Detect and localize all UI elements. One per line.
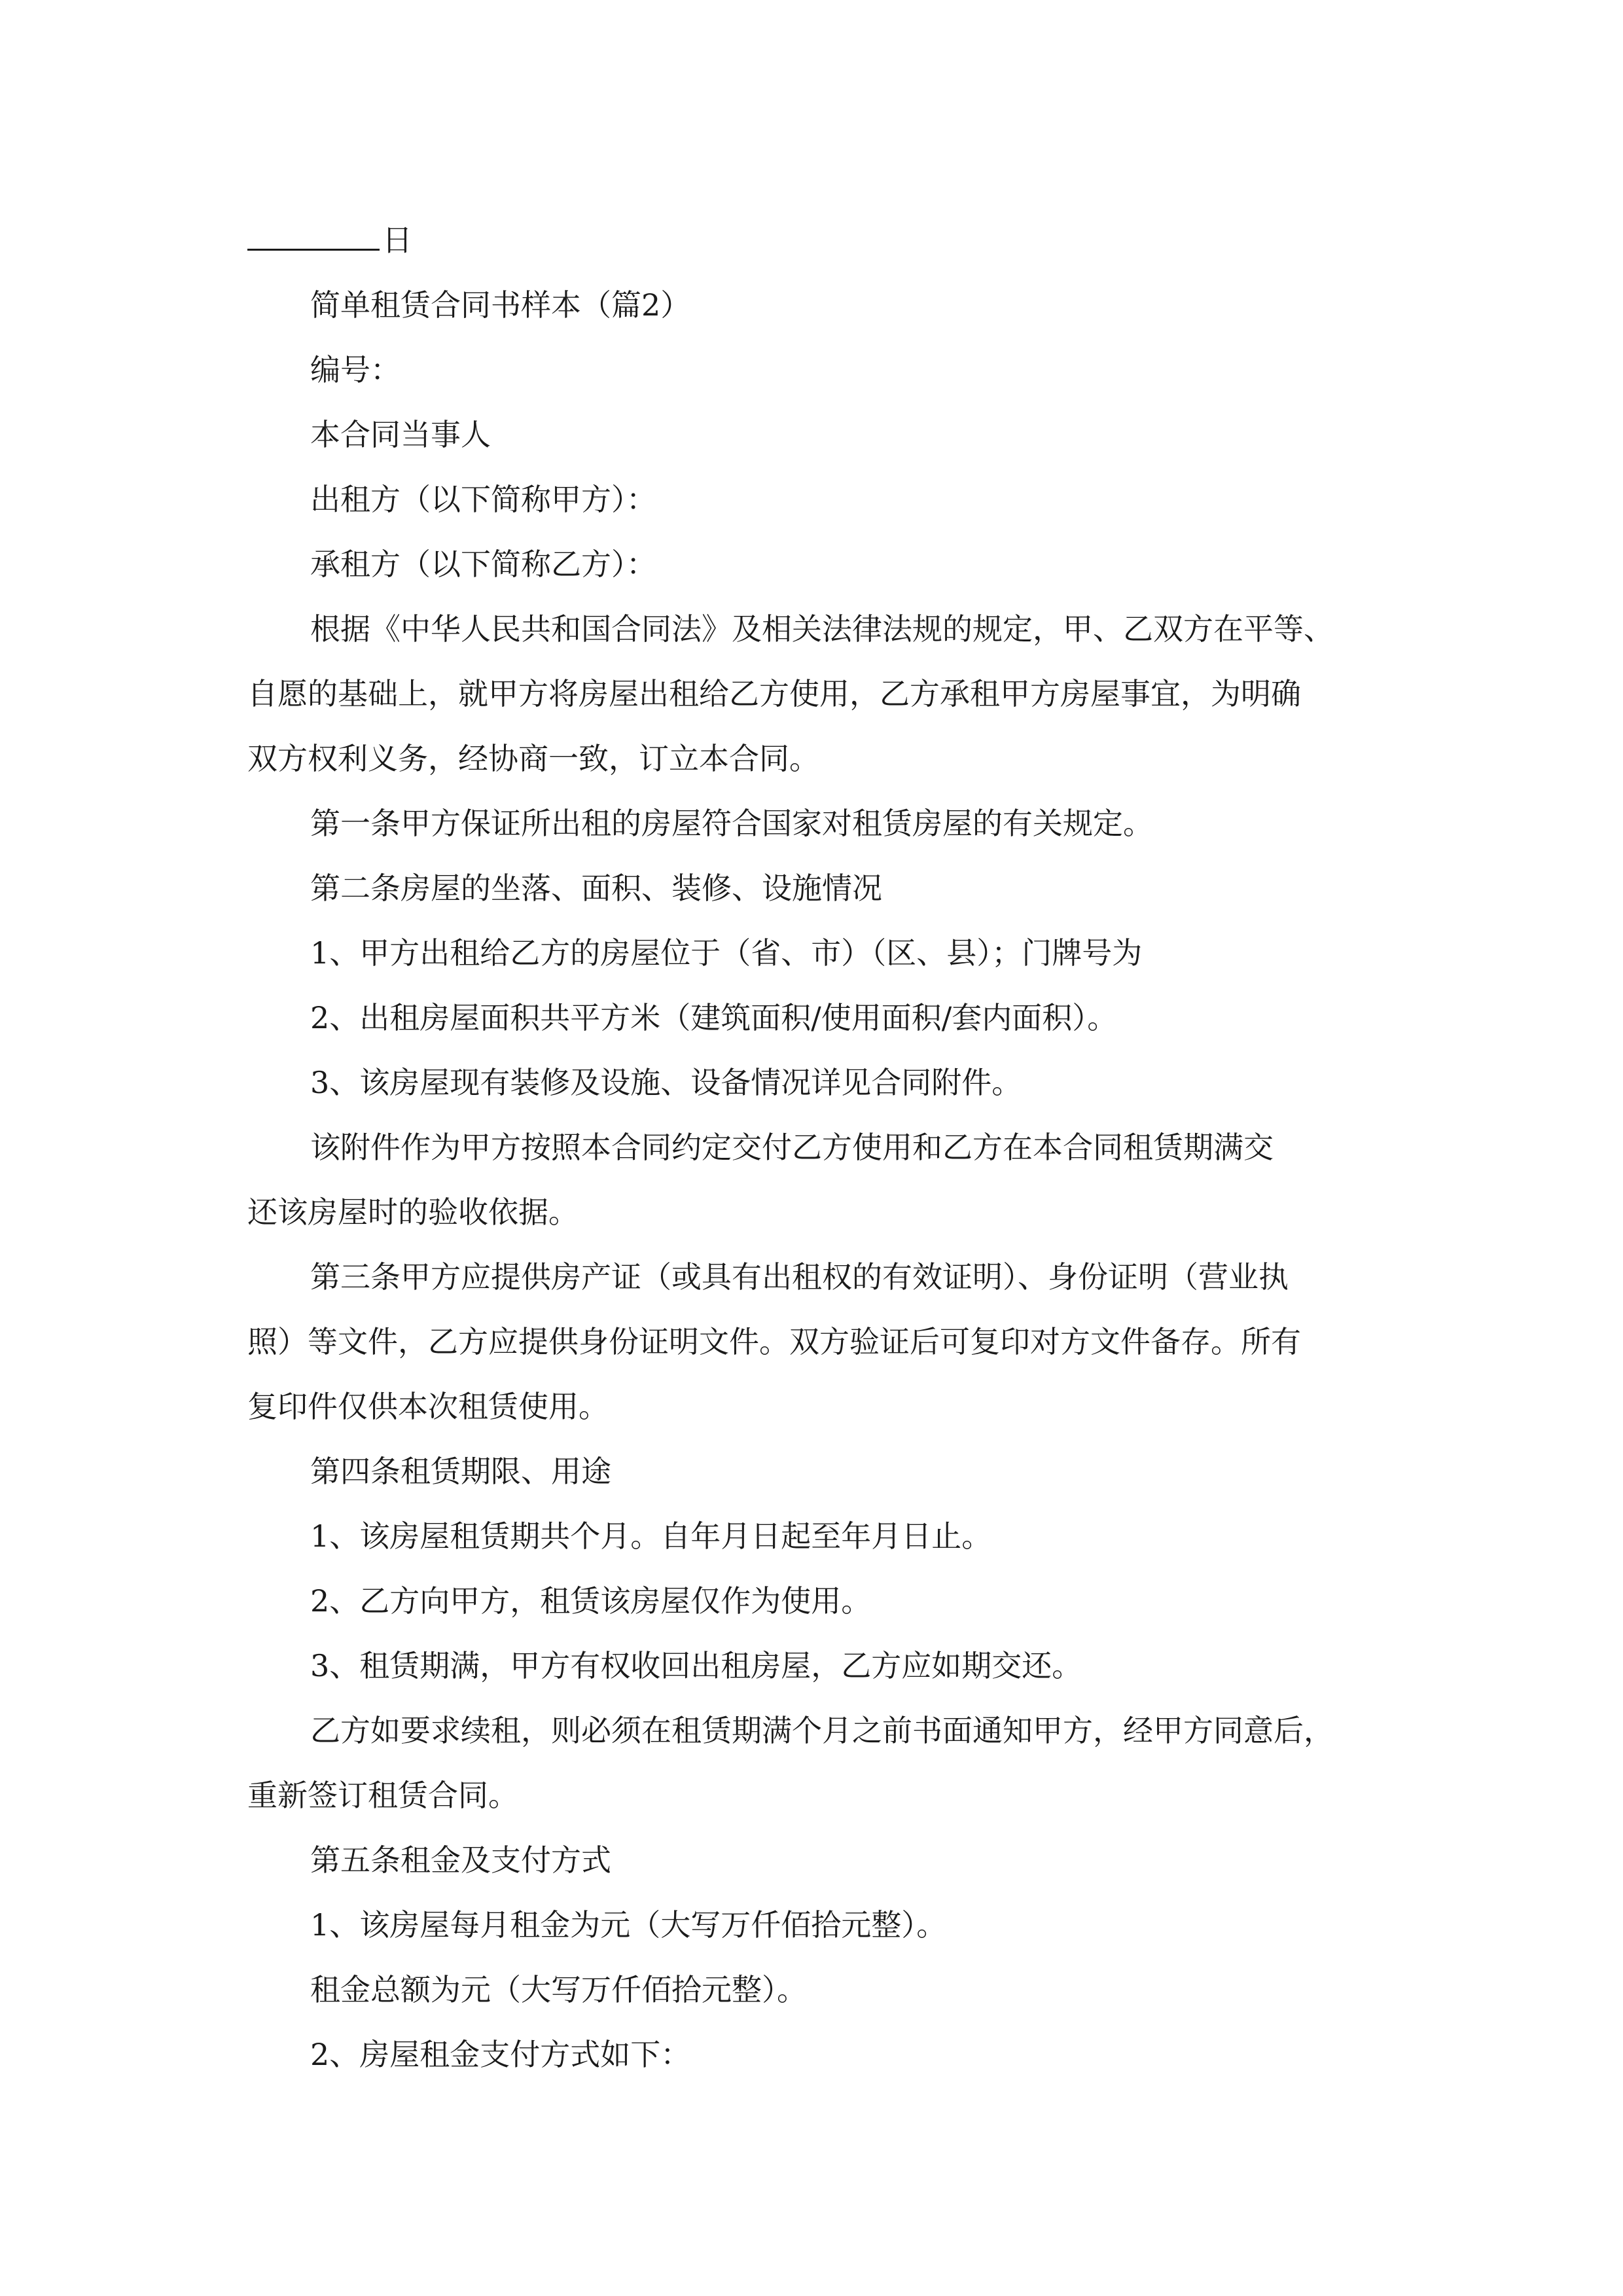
contract-number-label: 编号： (310, 352, 401, 387)
article-2-item-2: 2、出租房屋面积共平方米（建筑面积/使用面积/套内面积）。 (310, 1000, 1118, 1035)
preamble-line-3: 双方权利义务，经协商一致，订立本合同。 (247, 741, 819, 776)
lessor-label: 出租方（以下简称甲方）： (310, 482, 656, 517)
attachment-note-line-1: 该附件作为甲方按照本合同约定交付乙方使用和乙方在本合同租赁期满交 (310, 1130, 1274, 1165)
renewal-line-1: 乙方如要求续租，则必须在租赁期满个月之前书面通知甲方，经甲方同意后， (310, 1713, 1334, 1748)
article-2-item-1: 1、甲方出租给乙方的房屋位于（省、市）（区、县）；门牌号为 (310, 935, 1143, 971)
article-5-item-2: 2、房屋租金支付方式如下： (310, 2037, 691, 2072)
article-3-line-3: 复印件仅供本次租赁使用。 (247, 1389, 609, 1424)
article-2-heading: 第二条房屋的坐落、面积、装修、设施情况 (310, 870, 882, 906)
date-blank-underline (247, 223, 380, 251)
date-line (247, 208, 1391, 273)
article-1: 第一条甲方保证所出租的房屋符合国家对租赁房屋的有关规定。 (310, 806, 1153, 841)
date-suffix: 日 (382, 223, 412, 258)
lessee-label: 承租方（以下简称乙方）： (310, 547, 656, 582)
article-2-item-3: 3、该房屋现有装修及设施、设备情况详见合同附件。 (310, 1065, 1022, 1100)
article-5-heading: 第五条租金及支付方式 (310, 1842, 611, 1878)
article-5-item-1: 1、该房屋每月租金为元（大写万仟佰拾元整）。 (310, 1907, 947, 1943)
document-body (247, 208, 1391, 2087)
renewal-line-2: 重新签订租赁合同。 (247, 1778, 518, 1813)
preamble-line-2: 自愿的基础上，就甲方将房屋出租给乙方使用，乙方承租甲方房屋事宜，为明确 (247, 676, 1301, 711)
article-4-item-3: 3、租赁期满，甲方有权收回出租房屋，乙方应如期交还。 (310, 1648, 1082, 1683)
article-3-line-1: 第三条甲方应提供房产证（或具有出租权的有效证明）、身份证明（营业执 (310, 1259, 1289, 1295)
attachment-note-line-2: 还该房屋时的验收依据。 (247, 1194, 579, 1230)
article-4-heading: 第四条租赁期限、用途 (310, 1454, 611, 1489)
preamble-line-1: 根据《中华人民共和国合同法》及相关法律法规的规定，甲、乙双方在平等、 (310, 611, 1334, 647)
article-4-item-2: 2、乙方向甲方，租赁该房屋仅作为使用。 (310, 1583, 872, 1619)
parties-heading: 本合同当事人 (310, 417, 491, 452)
article-3-line-2: 照）等文件，乙方应提供身份证明文件。双方验证后可复印对方文件备存。所有 (247, 1324, 1301, 1359)
rent-total-line: 租金总额为元（大写万仟佰拾元整）。 (310, 1972, 807, 2007)
contract-title: 简单租赁合同书样本（篇2） (310, 287, 691, 323)
article-4-item-1: 1、该房屋租赁期共个月。自年月日起至年月日止。 (310, 1518, 992, 1554)
